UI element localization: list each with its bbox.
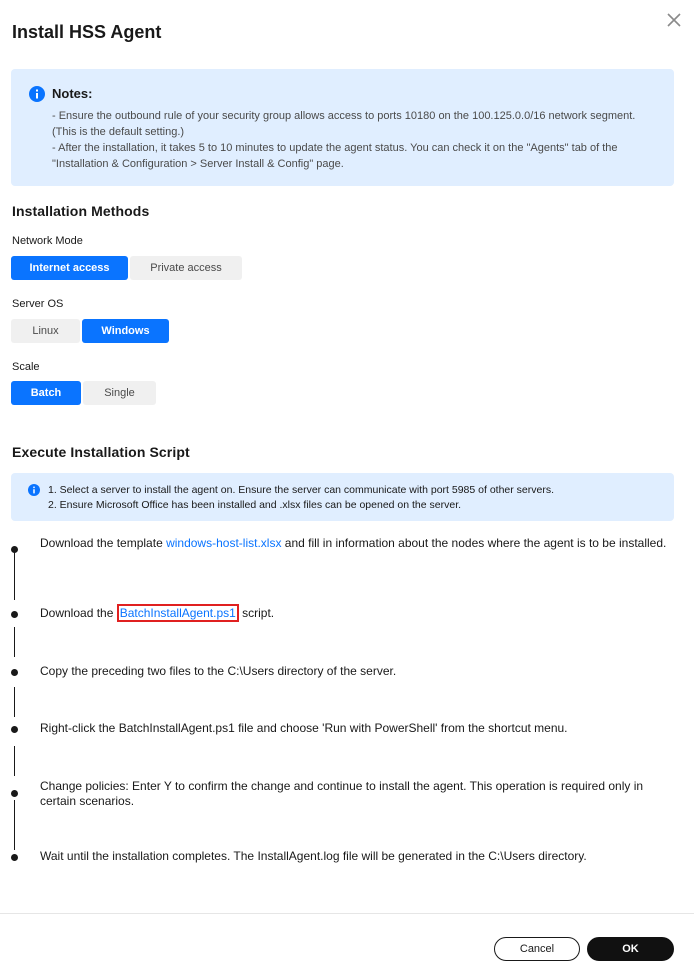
step-bullet bbox=[11, 790, 18, 797]
step-bullet bbox=[11, 726, 18, 733]
notes-heading: Notes: bbox=[52, 86, 93, 101]
installation-methods-heading: Installation Methods bbox=[12, 203, 150, 219]
option-linux[interactable]: Linux bbox=[11, 319, 80, 343]
scale-selector bbox=[11, 381, 158, 405]
step-item bbox=[40, 536, 678, 551]
step-text: Download the template bbox=[40, 536, 167, 550]
step-connector bbox=[14, 627, 15, 657]
step-item: Wait until the installation completes. The InstallAgent.log file will be generated in the C:\Users directory. bbox=[40, 849, 587, 863]
server-os-selector bbox=[11, 319, 171, 343]
note-line: - Ensure the outbound rule of your security group allows access to ports 10180 on the 100.125.0.0/16 network segment. (This is the default setting.) bbox=[52, 110, 636, 138]
info-icon bbox=[28, 483, 40, 501]
step-bullet bbox=[11, 669, 18, 676]
step-item: Change policies: Enter Y to confirm the change and continue to install the agent. This operation is required only in certain scenarios. bbox=[40, 779, 644, 808]
note-line: - After the installation, it takes 5 to 10 minutes to update the agent status. You can check it on the "Agents" tab of the "Installation & Configuration > Server Install & Config" page. bbox=[52, 142, 618, 170]
option-single[interactable]: Single bbox=[83, 381, 156, 405]
page-title: Install HSS Agent bbox=[12, 22, 162, 42]
network-mode-label: Network Mode bbox=[12, 235, 83, 247]
step-connector bbox=[14, 687, 15, 717]
close-icon[interactable] bbox=[666, 12, 682, 28]
step-text: and fill in information about the nodes where the agent is to be installed. bbox=[281, 536, 667, 550]
info-icon bbox=[29, 86, 45, 107]
option-windows[interactable]: Windows bbox=[82, 319, 169, 343]
step-bullet bbox=[11, 546, 18, 553]
script-download-link[interactable]: BatchInstallAgent.ps1 bbox=[117, 604, 239, 622]
footer-divider bbox=[0, 913, 694, 914]
step-item bbox=[40, 606, 678, 621]
option-internet-access[interactable]: Internet access bbox=[11, 256, 128, 280]
ok-button[interactable]: OK bbox=[587, 937, 674, 961]
network-mode-selector bbox=[11, 256, 244, 280]
server-os-label: Server OS bbox=[12, 298, 64, 310]
step-bullet bbox=[11, 611, 18, 618]
cancel-button[interactable]: Cancel bbox=[494, 937, 580, 961]
step-text: script. bbox=[238, 606, 275, 620]
option-private-access[interactable]: Private access bbox=[130, 256, 242, 280]
tip-line: 2. Ensure Microsoft Office has been installed and .xlsx files can be opened on the server. bbox=[48, 499, 462, 511]
step-item: Right-click the BatchInstallAgent.ps1 file and choose 'Run with PowerShell' from the shortcut menu. bbox=[40, 721, 568, 735]
tip-line: 1. Select a server to install the agent on. Ensure the server can communicate with port 5985 of other servers. bbox=[48, 484, 555, 496]
step-bullet bbox=[11, 854, 18, 861]
execute-script-heading: Execute Installation Script bbox=[12, 444, 190, 460]
script-tips-panel bbox=[11, 473, 674, 521]
option-batch[interactable]: Batch bbox=[11, 381, 81, 405]
step-text: Download the bbox=[40, 606, 117, 620]
template-download-link[interactable]: windows-host-list.xlsx bbox=[166, 536, 282, 550]
step-connector bbox=[14, 746, 15, 776]
notes-panel bbox=[11, 69, 674, 186]
step-connector bbox=[14, 800, 15, 850]
step-connector bbox=[14, 550, 15, 600]
step-item: Copy the preceding two files to the C:\Users directory of the server. bbox=[40, 664, 397, 678]
scale-label: Scale bbox=[12, 361, 40, 373]
